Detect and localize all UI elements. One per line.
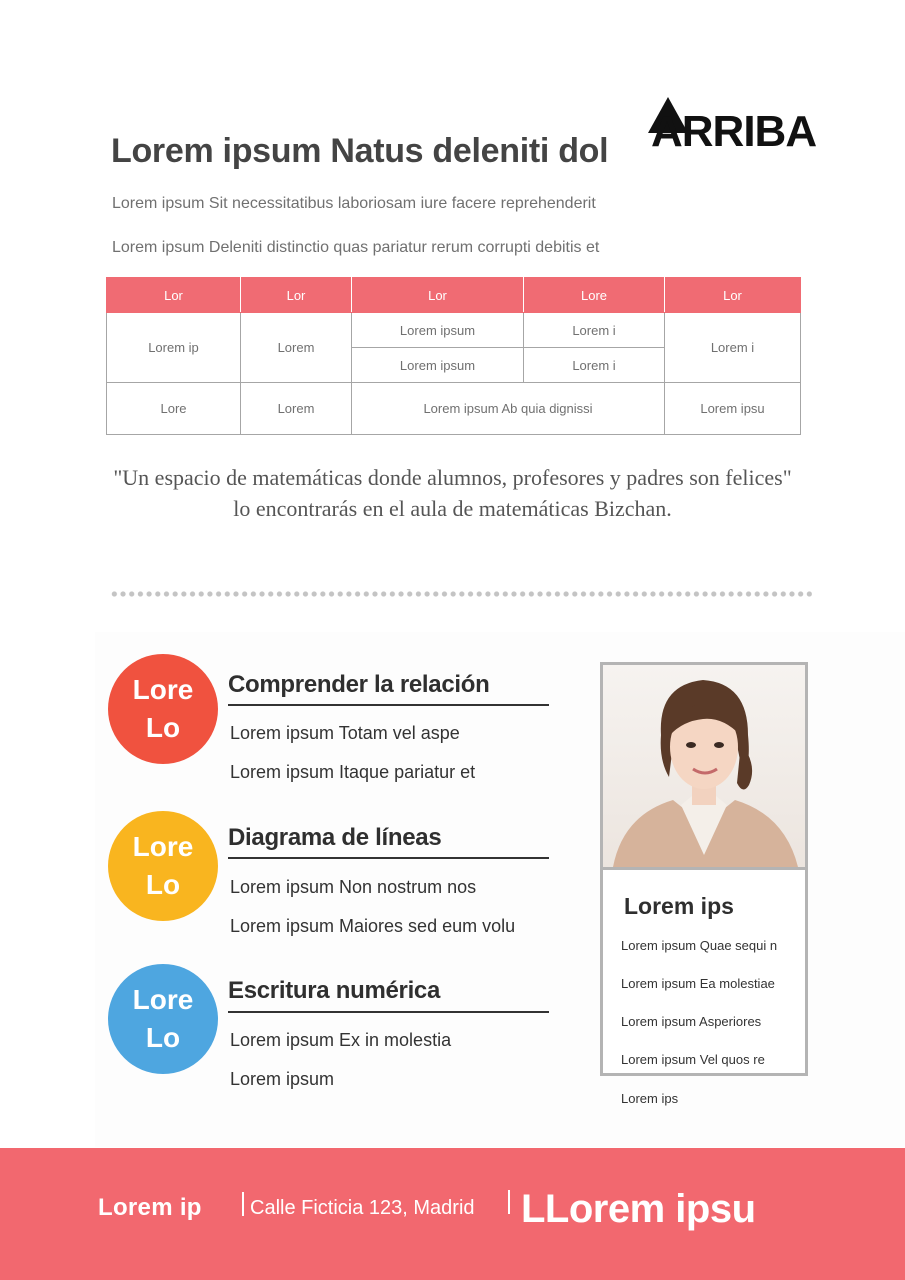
table-cell: Lorem ipsum bbox=[352, 348, 524, 383]
card-line: Lorem ipsum Ea molestiae bbox=[621, 976, 775, 991]
table-row bbox=[107, 313, 801, 348]
table-cell: Lorem i bbox=[524, 313, 665, 348]
badge-circle-2 bbox=[108, 811, 218, 921]
item-title-1: Comprender la relación bbox=[228, 671, 490, 698]
badge-text: Lo bbox=[145, 869, 181, 900]
quote bbox=[60, 462, 845, 524]
quote-line-1: "Un espacio de matemáticas donde alumnos, profesores y padres son felices" bbox=[113, 465, 792, 490]
badge-text: Lo bbox=[145, 712, 181, 743]
badge-text: Lo bbox=[145, 1022, 181, 1053]
card-title: Lorem ips bbox=[624, 893, 734, 919]
table-header-cell: Lore bbox=[524, 278, 665, 313]
quote-line-2: lo encontrarás en el aula de matemáticas Bizchan. bbox=[233, 496, 672, 521]
footer-separator bbox=[508, 1190, 510, 1214]
person-illustration bbox=[603, 665, 805, 867]
page-title: Lorem ipsum Natus deleniti dol bbox=[111, 132, 609, 170]
item-line: Lorem ipsum Maiores sed eum volu bbox=[230, 916, 516, 936]
item-divider bbox=[228, 704, 549, 706]
table-cell: Lorem bbox=[241, 383, 352, 435]
footer-separator bbox=[242, 1192, 244, 1216]
table-cell: Lorem ipsum Ab quia dignissi bbox=[352, 383, 665, 435]
profile-photo bbox=[603, 665, 805, 870]
info-table bbox=[106, 277, 801, 435]
footer-brand: Lorem ip bbox=[98, 1194, 202, 1221]
table-cell: Lorem ip bbox=[107, 313, 241, 383]
table-cell: Lore bbox=[107, 383, 241, 435]
table-header-cell: Lor bbox=[352, 278, 524, 313]
card-line: Lorem ipsum Asperiores bbox=[621, 1014, 762, 1029]
item-title-2: Diagrama de líneas bbox=[228, 824, 442, 851]
item-line: Lorem ipsum Totam vel aspe bbox=[230, 723, 460, 743]
badge-text: Lore bbox=[132, 831, 194, 862]
arriba-logo bbox=[648, 97, 823, 159]
table-header-cell: Lor bbox=[107, 278, 241, 313]
footer-address: Calle Ficticia 123, Madrid bbox=[250, 1197, 475, 1219]
item-line: Lorem ipsum Ex in molestia bbox=[230, 1030, 452, 1050]
table-header-cell: Lor bbox=[241, 278, 352, 313]
table-cell: Lorem bbox=[241, 313, 352, 383]
table-header-row bbox=[107, 278, 801, 313]
subtitle-2: Lorem ipsum Deleniti distinctio quas pariatur rerum corrupti debitis et bbox=[112, 239, 600, 256]
table-cell: Lorem ipsu bbox=[665, 383, 801, 435]
item-line: Lorem ipsum Itaque pariatur et bbox=[230, 762, 476, 782]
table-row bbox=[107, 383, 801, 435]
dotted-divider bbox=[110, 591, 812, 597]
card-line: Lorem ipsum Quae sequi n bbox=[621, 938, 778, 953]
table-cell: Lorem i bbox=[665, 313, 801, 383]
card-line: Lorem ips bbox=[621, 1091, 679, 1106]
item-divider bbox=[228, 1011, 549, 1013]
item-line: Lorem ipsum Non nostrum nos bbox=[230, 877, 477, 897]
table-cell: Lorem i bbox=[524, 348, 665, 383]
item-title-3: Escritura numérica bbox=[228, 977, 441, 1004]
logo-text: ARRIBA bbox=[651, 107, 817, 156]
item-divider bbox=[228, 857, 549, 859]
badge-circle-1 bbox=[108, 654, 218, 764]
table-cell: Lorem ipsum bbox=[352, 313, 524, 348]
badge-circle-3 bbox=[108, 964, 218, 1074]
subtitle-1: Lorem ipsum Sit necessitatibus laboriosam iure facere reprehenderit bbox=[112, 195, 596, 212]
table-header-cell: Lor bbox=[665, 278, 801, 313]
badge-text: Lore bbox=[132, 674, 194, 705]
card-line: Lorem ipsum Vel quos re bbox=[621, 1052, 765, 1067]
badge-text: Lore bbox=[132, 984, 194, 1015]
footer-tagline: LLorem ipsu bbox=[521, 1187, 756, 1231]
item-line: Lorem ipsum bbox=[230, 1069, 335, 1089]
